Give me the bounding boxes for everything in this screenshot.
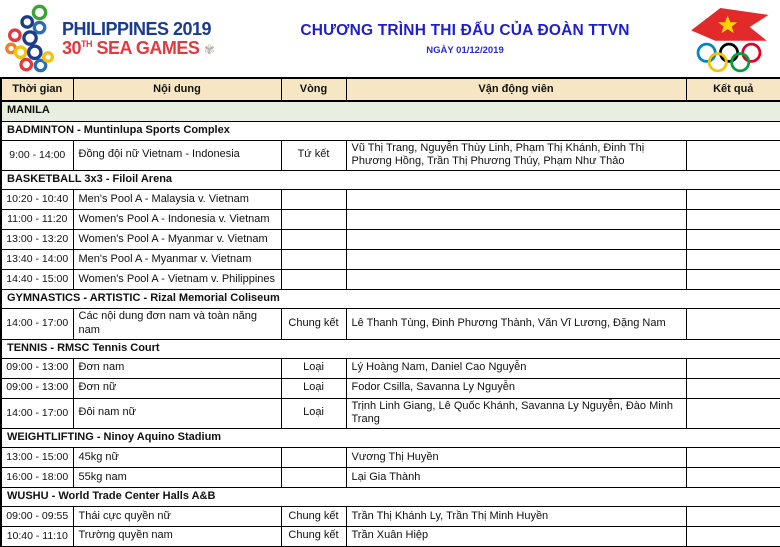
schedule-row [1, 398, 780, 429]
round-cell [281, 250, 346, 270]
event-cell: Men's Pool A - Malaysia v. Vietnam [73, 190, 281, 210]
venue-label: BADMINTON - Muntinlupa Sports Complex [1, 121, 780, 140]
result-cell [686, 398, 780, 429]
col-header-time: Thời gian [1, 78, 73, 101]
result-cell [686, 507, 780, 527]
result-cell [686, 210, 780, 230]
athletes-cell [346, 270, 686, 290]
athletes-cell: Lê Thanh Tùng, Đinh Phương Thành, Văn Vĩ Lương, Đặng Nam [346, 309, 686, 340]
venue-label: BASKETBALL 3x3 - Filoil Arena [1, 171, 780, 190]
schedule-row [1, 250, 780, 270]
athletes-cell: Trần Thị Khánh Ly, Trần Thị Minh Huyền [346, 507, 686, 527]
page-date: NGÀY 01/12/2019 [426, 44, 504, 56]
event-cell: Trường quyền nam [73, 527, 281, 547]
sea-games-flower-icon: ✾ [203, 41, 215, 57]
event-cell: Women's Pool A - Indonesia v. Vietnam [73, 210, 281, 230]
schedule-row [1, 270, 780, 290]
venue-row [1, 339, 780, 358]
brand-line2: 30TH SEA GAMES ✾ [62, 37, 215, 58]
round-cell [281, 448, 346, 468]
title-block [254, 22, 686, 56]
event-cell: 45kg nữ [73, 448, 281, 468]
schedule-row [1, 309, 780, 340]
result-cell [686, 230, 780, 250]
round-cell: Chung kết [281, 309, 346, 340]
athletes-cell: Trịnh Linh Giang, Lê Quốc Khánh, Savanna Ly Nguyễn, Đào Minh Trang [346, 398, 686, 429]
schedule-row [1, 507, 780, 527]
result-cell [686, 250, 780, 270]
col-header-result: Kết quả [686, 78, 780, 101]
round-cell: Tứ kết [281, 140, 346, 171]
time-cell: 14:00 - 17:00 [1, 398, 73, 429]
col-header-round: Vòng [281, 78, 346, 101]
athletes-cell: Vũ Thị Trang, Nguyễn Thùy Linh, Phạm Thị Khánh, Đinh Thị Phương Hồng, Trần Thị Phương Thúy, Phạm Như Thảo [346, 140, 686, 171]
page-header [0, 0, 780, 77]
round-cell [281, 270, 346, 290]
time-cell: 14:40 - 15:00 [1, 270, 73, 290]
round-cell: Chung kết [281, 507, 346, 527]
time-cell: 10:20 - 10:40 [1, 190, 73, 210]
athletes-cell [346, 190, 686, 210]
page-title: CHƯƠNG TRÌNH THI ĐẤU CỦA ĐOÀN TTVN [300, 21, 630, 39]
round-cell: Chung kết [281, 527, 346, 547]
round-cell: Loại [281, 378, 346, 398]
schedule-table [0, 77, 780, 547]
result-cell [686, 378, 780, 398]
result-cell [686, 309, 780, 340]
venue-label: WEIGHTLIFTING - Ninoy Aquino Stadium [1, 429, 780, 448]
schedule-row [1, 527, 780, 547]
sea-games-rings-icon [4, 3, 58, 75]
sea-games-brand [4, 3, 254, 75]
event-cell: Women's Pool A - Vietnam v. Philippines [73, 270, 281, 290]
schedule-row [1, 448, 780, 468]
schedule-row [1, 468, 780, 488]
time-cell: 14:00 - 17:00 [1, 309, 73, 340]
result-cell [686, 190, 780, 210]
time-cell: 16:00 - 18:00 [1, 468, 73, 488]
time-cell: 13:00 - 13:20 [1, 230, 73, 250]
brand-text [62, 20, 214, 58]
brand-line1: PHILIPPINES 2019 [62, 18, 212, 39]
vietnam-olympic-icon [686, 3, 772, 75]
athletes-cell: Lại Gia Thành [346, 468, 686, 488]
venue-row [1, 488, 780, 507]
event-cell: 55kg nam [73, 468, 281, 488]
schedule-row [1, 140, 780, 171]
athletes-cell [346, 230, 686, 250]
venue-label: TENNIS - RMSC Tennis Court [1, 339, 780, 358]
col-header-athletes: Vận động viên [346, 78, 686, 101]
result-cell [686, 448, 780, 468]
athletes-cell [346, 210, 686, 230]
time-cell: 13:40 - 14:00 [1, 250, 73, 270]
time-cell: 11:00 - 11:20 [1, 210, 73, 230]
event-cell: Đồng đội nữ Vietnam - Indonesia [73, 140, 281, 171]
round-cell [281, 468, 346, 488]
venue-row [1, 171, 780, 190]
schedule-body [1, 101, 780, 547]
col-header-event: Nội dung [73, 78, 281, 101]
athletes-cell: Trần Xuân Hiệp [346, 527, 686, 547]
schedule-row [1, 230, 780, 250]
athletes-cell: Vương Thị Huyền [346, 448, 686, 468]
round-cell: Loại [281, 398, 346, 429]
time-cell: 09:00 - 13:00 [1, 378, 73, 398]
venue-row [1, 429, 780, 448]
athletes-cell: Fodor Csilla, Savanna Ly Nguyễn [346, 378, 686, 398]
city-row [1, 101, 780, 121]
schedule-row [1, 210, 780, 230]
time-cell: 09:00 - 13:00 [1, 358, 73, 378]
event-cell: Men's Pool A - Myanmar v. Vietnam [73, 250, 281, 270]
time-cell: 9:00 - 14:00 [1, 140, 73, 171]
round-cell [281, 190, 346, 210]
result-cell [686, 140, 780, 171]
result-cell [686, 358, 780, 378]
time-cell: 09:00 - 09:55 [1, 507, 73, 527]
time-cell: 13:00 - 15:00 [1, 448, 73, 468]
time-cell: 10:40 - 11:10 [1, 527, 73, 547]
schedule-row [1, 190, 780, 210]
result-cell [686, 468, 780, 488]
venue-row [1, 121, 780, 140]
event-cell: Đôi nam nữ [73, 398, 281, 429]
round-cell: Loại [281, 358, 346, 378]
event-cell: Các nội dung đơn nam và toàn năng nam [73, 309, 281, 340]
schedule-header [1, 78, 780, 101]
schedule-row [1, 378, 780, 398]
round-cell [281, 210, 346, 230]
result-cell [686, 270, 780, 290]
event-cell: Đơn nữ [73, 378, 281, 398]
event-cell: Đơn nam [73, 358, 281, 378]
event-cell: Thái cực quyền nữ [73, 507, 281, 527]
venue-label: WUSHU - World Trade Center Halls A&B [1, 488, 780, 507]
athletes-cell [346, 250, 686, 270]
venue-label: GYMNASTICS - ARTISTIC - Rizal Memorial Coliseum [1, 290, 780, 309]
venue-row [1, 290, 780, 309]
result-cell [686, 527, 780, 547]
city-label: MANILA [1, 101, 780, 121]
header-row [1, 78, 780, 101]
round-cell [281, 230, 346, 250]
athletes-cell: Lý Hoàng Nam, Daniel Cao Nguyễn [346, 358, 686, 378]
event-cell: Women's Pool A - Myanmar v. Vietnam [73, 230, 281, 250]
schedule-row [1, 358, 780, 378]
